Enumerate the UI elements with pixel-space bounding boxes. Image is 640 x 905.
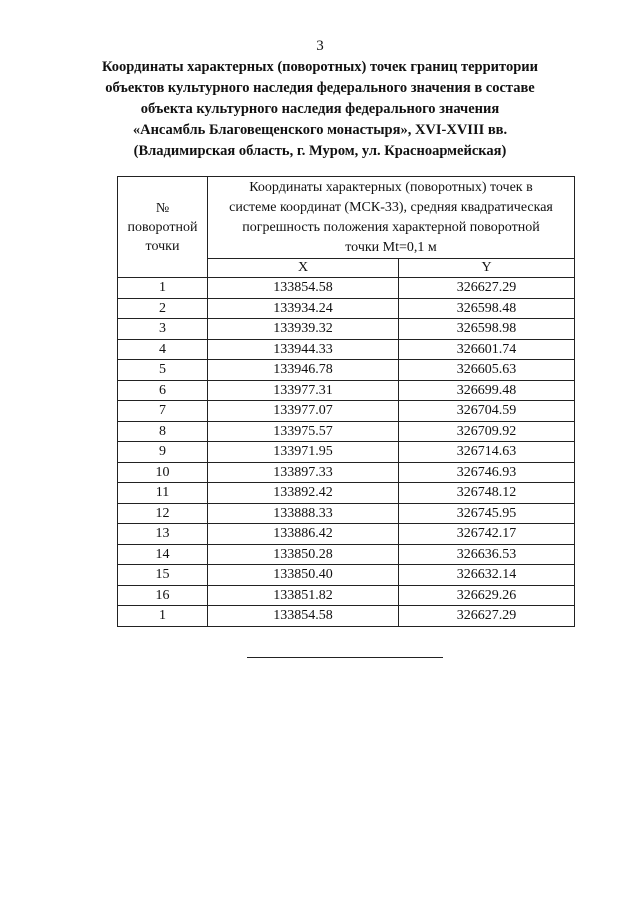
closing-rule-line <box>247 657 443 658</box>
y-coordinate-cell: 326636.53 <box>399 544 575 565</box>
y-coordinate-cell: 326601.74 <box>399 339 575 360</box>
point-number-cell: 1 <box>118 278 208 299</box>
y-column-header: Y <box>399 259 575 278</box>
header-text: погрешность положения характерной поворотной <box>242 220 540 235</box>
x-coordinate-cell: 133892.42 <box>208 483 399 504</box>
x-coordinate-cell: 133854.58 <box>208 606 399 627</box>
title-line: «Ансамбль Благовещенского монастыря», XVI-XVIII вв. <box>132 122 508 138</box>
x-coordinate-cell: 133850.40 <box>208 565 399 586</box>
y-coordinate-cell: 326629.26 <box>399 585 575 606</box>
header-text: поворотной <box>127 219 198 235</box>
point-number-cell: 12 <box>118 503 208 524</box>
header-text: Координаты характерных (поворотных) точек в <box>249 180 533 195</box>
point-number-cell: 11 <box>118 483 208 504</box>
y-coordinate-cell: 326598.98 <box>399 319 575 340</box>
x-coordinate-cell: 133977.07 <box>208 401 399 422</box>
x-coordinate-cell: 133939.32 <box>208 319 399 340</box>
table-row <box>118 483 575 504</box>
point-number-cell: 16 <box>118 585 208 606</box>
point-number-cell: 14 <box>118 544 208 565</box>
table-row <box>118 544 575 565</box>
table-row <box>118 360 575 381</box>
x-coordinate-cell: 133946.78 <box>208 360 399 381</box>
title-line: объекта культурного наследия федерального значения <box>140 101 500 117</box>
y-coordinate-cell: 326742.17 <box>399 524 575 545</box>
title-line: Координаты характерных (поворотных) точек границ территории <box>102 59 538 75</box>
table-row <box>118 380 575 401</box>
header-text: системе координат (МСК-33), средняя квадратическая <box>229 200 553 215</box>
x-coordinate-cell: 133854.58 <box>208 278 399 299</box>
x-coordinate-cell: 133977.31 <box>208 380 399 401</box>
y-coordinate-cell: 326598.48 <box>399 298 575 319</box>
point-number-cell: 15 <box>118 565 208 586</box>
header-text: точки Mt=0,1 м <box>345 240 437 255</box>
number-symbol: № <box>155 200 170 216</box>
y-coordinate-cell: 326627.29 <box>399 606 575 627</box>
y-coordinate-cell: 326605.63 <box>399 360 575 381</box>
x-coordinate-cell: 133971.95 <box>208 442 399 463</box>
y-coordinate-cell: 326745.95 <box>399 503 575 524</box>
table-row <box>118 462 575 483</box>
document-title <box>70 57 570 162</box>
y-coordinate-cell: 326714.63 <box>399 442 575 463</box>
table-row <box>118 421 575 442</box>
table-row <box>118 401 575 422</box>
x-coordinate-cell: 133934.24 <box>208 298 399 319</box>
point-number-cell: 5 <box>118 360 208 381</box>
point-number-cell: 2 <box>118 298 208 319</box>
table-header-row <box>118 177 575 259</box>
point-number-cell: 8 <box>118 421 208 442</box>
table-row <box>118 442 575 463</box>
y-coordinate-cell: 326627.29 <box>399 278 575 299</box>
point-number-cell: 10 <box>118 462 208 483</box>
table-row <box>118 524 575 545</box>
y-coordinate-cell: 326632.14 <box>399 565 575 586</box>
page-number: 3 <box>316 38 324 54</box>
point-number-cell: 1 <box>118 606 208 627</box>
point-number-cell: 7 <box>118 401 208 422</box>
table-row <box>118 339 575 360</box>
y-coordinate-cell: 326709.92 <box>399 421 575 442</box>
x-coordinate-cell: 133944.33 <box>208 339 399 360</box>
x-coordinate-cell: 133851.82 <box>208 585 399 606</box>
x-coordinate-cell: 133850.28 <box>208 544 399 565</box>
y-coordinate-cell: 326699.48 <box>399 380 575 401</box>
point-number-cell: 4 <box>118 339 208 360</box>
table-row <box>118 585 575 606</box>
coordinates-table <box>117 176 575 627</box>
coordinates-header <box>208 177 575 259</box>
point-number-cell: 6 <box>118 380 208 401</box>
table-body <box>118 278 575 627</box>
table-row <box>118 319 575 340</box>
y-coordinate-cell: 326748.12 <box>399 483 575 504</box>
x-coordinate-cell: 133886.42 <box>208 524 399 545</box>
header-text: точки <box>145 238 180 254</box>
x-column-header: X <box>208 259 399 278</box>
table-row <box>118 298 575 319</box>
point-number-cell: 3 <box>118 319 208 340</box>
point-number-cell: 13 <box>118 524 208 545</box>
x-coordinate-cell: 133888.33 <box>208 503 399 524</box>
table-row <box>118 565 575 586</box>
title-line: (Владимирская область, г. Муром, ул. Красноармейская) <box>133 143 507 159</box>
y-coordinate-cell: 326746.93 <box>399 462 575 483</box>
table-row <box>118 503 575 524</box>
table-row <box>118 278 575 299</box>
y-coordinate-cell: 326704.59 <box>399 401 575 422</box>
point-number-header <box>118 177 208 278</box>
x-coordinate-cell: 133897.33 <box>208 462 399 483</box>
x-coordinate-cell: 133975.57 <box>208 421 399 442</box>
point-number-cell: 9 <box>118 442 208 463</box>
title-line: объектов культурного наследия федерального значения в составе <box>105 80 535 96</box>
table-row <box>118 606 575 627</box>
